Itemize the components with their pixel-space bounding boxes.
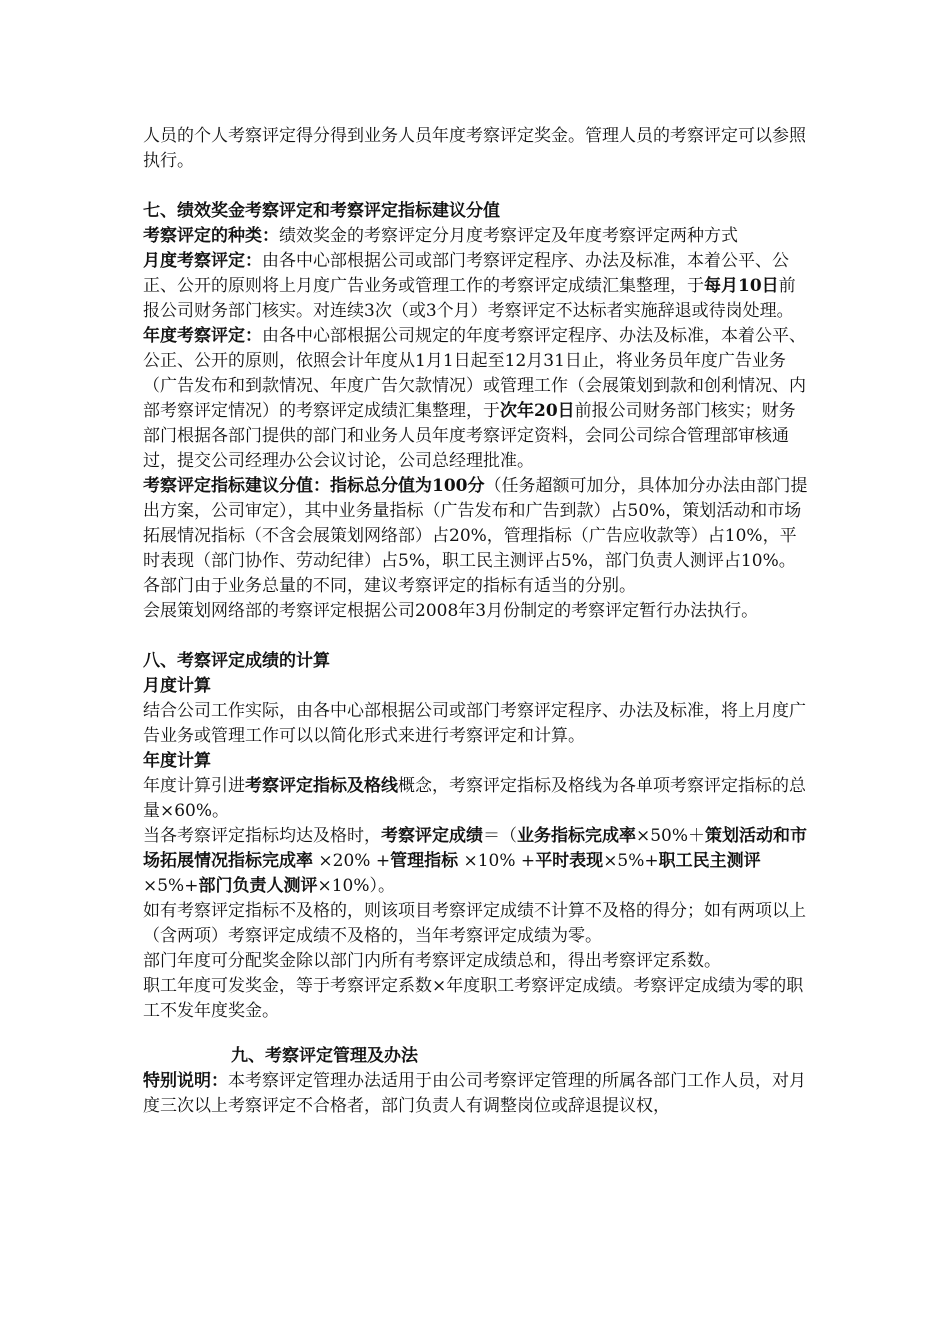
annual-calc-paragraph: 年度计算引进考察评定指标及格线概念，考察评定指标及格线为各单项考察评定指标的总量×60%。	[143, 776, 806, 821]
formula-paragraph: 当各考察评定指标均达及格时，考察评定成绩＝（业务指标完成率×50%＋策划活动和市场拓展情况指标完成率 ×20% +管理指标 ×10% +平时表现×5%+职工民主测评×5%+部门负责人测评×10%）。	[143, 826, 808, 896]
monthly-assessment-paragraph: 月度考察评定：由各中心部根据公司或部门考察评定程序、办法及标准，本着公平、公正、公开的原则将上月度广告业务或管理工作的考察评定成绩汇集整理，于每月10日前报公司财务部门核实。对连续3次（或3个月）考察评定不达标者实施辞退或待岗处理。	[143, 251, 796, 321]
section-8-heading: 八、考察评定成绩的计算	[143, 651, 330, 671]
coefficient-paragraph: 部门年度可分配奖金除以部门内所有考察评定成绩总和，得出考察评定系数。	[143, 951, 721, 971]
score-values-paragraph: 考察评定指标建议分值：指标总分值为100分（任务超额可加分，具体加分办法由部门提出方案，公司审定），其中业务量指标（广告发布和广告到款）占50%，策划活动和市场拓展情况指标（不含会展策划网络部）占20%，管理指标（广告应收款等）占10%，平时表现（部门协作、劳动纪律）占5%，职工民主测评占5%，部门负责人测评占10%。	[143, 476, 808, 571]
fail-rule-paragraph: 如有考察评定指标不及格的，则该项目考察评定成绩不计算不及格的得分；如有两项以上（含两项）考察评定成绩不及格的，当年考察评定成绩为零。	[143, 901, 806, 946]
bonus-paragraph: 职工年度可发奖金，等于考察评定系数×年度职工考察评定成绩。考察评定成绩为零的职工不发年度奖金。	[143, 976, 804, 1021]
annual-calc-subheading: 年度计算	[143, 751, 211, 771]
section-9-heading: 九、考察评定管理及办法	[231, 1046, 418, 1066]
document-page	[143, 124, 811, 1119]
annual-assessment-paragraph: 年度考察评定：由各中心部根据公司规定的年度考察评定程序、办法及标准，本着公平、公正、公开的原则，依照会计年度从1月1日起至12月31日止，将业务员年度广告业务（广告发布和到款情况、年度广告欠款情况）或管理工作（会展策划到款和创利情况、内部考察评定情况）的考察评定成绩汇集整理，于次年20日前报公司财务部门核实；财务部门根据各部门提供的部门和业务人员年度考察评定资料，会同公司综合管理部审核通过，提交公司经理办公会议讨论，公司总经理批准。	[143, 326, 806, 471]
section-7-heading: 七、绩效奖金考察评定和考察评定指标建议分值	[143, 201, 500, 221]
assessment-types-paragraph: 考察评定的种类：绩效奖金的考察评定分月度考察评定及年度考察评定两种方式	[143, 226, 738, 246]
intro-paragraph: 人员的个人考察评定得分得到业务人员年度考察评定奖金。管理人员的考察评定可以参照执行。	[143, 126, 806, 171]
monthly-calc-subheading: 月度计算	[143, 676, 211, 696]
monthly-calc-paragraph: 结合公司工作实际，由各中心部根据公司或部门考察评定程序、办法及标准，将上月度广告业务或管理工作可以以简化形式来进行考察评定和计算。	[143, 701, 806, 746]
special-note-paragraph: 特别说明：本考察评定管理办法适用于由公司考察评定管理的所属各部门工作人员，对月度三次以上考察评定不合格者，部门负责人有调整岗位或辞退提议权，	[143, 1071, 806, 1116]
note-paragraph-1: 各部门由于业务总量的不同，建议考察评定的指标有适当的分别。	[143, 576, 636, 596]
note-paragraph-2: 会展策划网络部的考察评定根据公司2008年3月份制定的考察评定暂行办法执行。	[143, 601, 759, 621]
